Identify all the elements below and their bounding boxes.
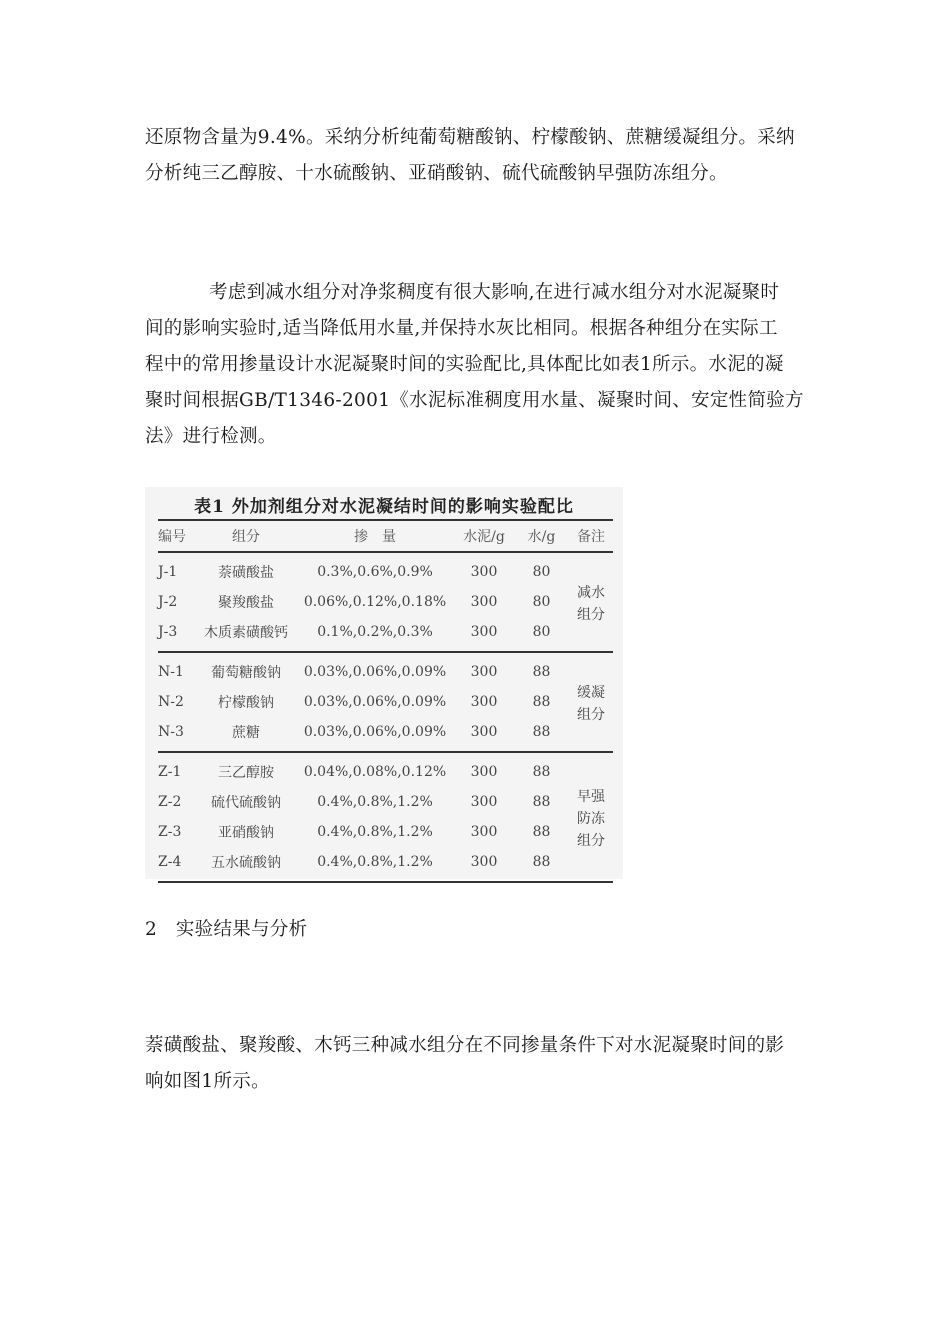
cell-cement: 300 [470,664,498,680]
paragraph-line: 法》进行检测。 [145,426,277,447]
cell-water: 88 [532,794,551,810]
cell-component: 五水硫酸钠 [196,847,296,882]
note-line: 防冻 [577,811,605,827]
cell-id: N-3 [158,717,196,752]
cell-cement: 300 [470,564,498,580]
paragraph-line: 萘磺酸盐、聚羧酸、木钙三种减水组分在不同掺量条件下对水泥凝聚时间的影 [145,1035,785,1056]
note-line: 组分 [577,707,605,723]
cell-component: 木质素磺酸钙 [196,617,296,652]
paragraph-line: 程中的常用掺量设计水泥凝聚时间的实验配比,具体配比如表1所示。水泥的凝 [145,354,784,375]
note-line: 早强 [577,789,605,805]
cell-id: Z-1 [158,764,182,780]
cell-dosage: 0.04%,0.08%,0.12% [303,764,447,780]
cell-component: 葡萄糖酸钠 [211,665,281,681]
paragraph-line: 还原物含量为9.4%。采纳分析纯葡萄糖酸钠、柠檬酸钠、蔗糖缓凝组分。采纳 [145,127,795,148]
cell-id: Z-3 [158,824,182,840]
cell-water: 80 [532,594,551,610]
cell-id: J-1 [158,564,178,580]
table-row [158,787,613,817]
table-row [158,687,613,717]
cell-dosage: 0.03%,0.06%,0.09% [303,694,447,710]
cell-id: J-2 [158,594,178,610]
cell-id: Z-4 [158,847,196,882]
cell-water: 88 [514,717,569,752]
table-title: 表1 外加剂组分对水泥凝结时间的影响实验配比 [194,497,574,517]
cell-cement: 300 [470,794,498,810]
cell-water: 80 [532,564,551,580]
cell-id: N-1 [158,664,184,680]
paragraph-line: 响如图1所示。 [145,1071,270,1092]
note-line: 缓凝 [577,685,605,701]
cell-water: 80 [514,617,569,652]
paragraph-line: 考虑到减水组分对净浆稠度有很大影响,在进行减水组分对水泥凝聚时 [209,282,780,303]
header-cement: 水泥/g [454,520,514,552]
cell-cement: 300 [454,847,514,882]
cell-dosage: 0.4%,0.8%,1.2% [317,794,433,810]
header-id: 编号 [158,520,196,552]
table-row [158,817,613,847]
table-figure [145,487,623,879]
table-row [158,752,613,787]
table-header-row [158,520,613,552]
table-row [158,587,613,617]
cell-dosage: 0.03%,0.06%,0.09% [296,717,454,752]
cell-component: 三乙醇胺 [218,765,274,781]
section-heading [145,912,807,948]
mix-proportion-table [158,519,613,883]
cell-dosage: 0.4%,0.8%,1.2% [296,847,454,882]
header-component: 组分 [196,520,296,552]
cell-group-note [569,552,613,652]
table-row [158,552,613,587]
cell-component: 亚硝酸钠 [218,825,274,841]
table-row [158,847,613,882]
cell-component: 萘磺酸盐 [218,565,274,581]
header-water: 水/g [514,520,569,552]
cell-water: 88 [532,824,551,840]
cell-water: 88 [532,764,551,780]
paragraph-results [145,1028,807,1100]
cell-component: 柠檬酸钠 [218,695,274,711]
cell-id: Z-2 [158,794,182,810]
cell-dosage: 0.06%,0.12%,0.18% [303,594,447,610]
cell-cement: 300 [470,694,498,710]
cell-dosage: 0.4%,0.8%,1.2% [317,824,433,840]
paragraph-intro-materials [145,120,807,192]
cell-component: 蔗糖 [196,717,296,752]
paragraph-method [145,275,807,455]
table-row [158,717,613,752]
cell-dosage: 0.1%,0.2%,0.3% [296,617,454,652]
cell-cement: 300 [470,594,498,610]
cell-cement: 300 [470,764,498,780]
header-note: 备注 [569,520,613,552]
section-heading-text: 2 实验结果与分析 [145,919,308,940]
note-line: 减水 [577,585,605,601]
table-row [158,652,613,687]
cell-component: 聚羧酸盐 [218,595,274,611]
header-dosage: 掺 量 [296,520,454,552]
note-line: 组分 [577,607,605,623]
cell-water: 88 [532,694,551,710]
cell-dosage: 0.03%,0.06%,0.09% [303,664,447,680]
cell-id: N-2 [158,694,184,710]
cell-component: 硫代硫酸钠 [211,795,281,811]
paragraph-line: 分析纯三乙醇胺、十水硫酸钠、亚硝酸钠、硫代硫酸钠早强防冻组分。 [145,163,728,184]
cell-cement: 300 [454,617,514,652]
cell-cement: 300 [454,717,514,752]
cell-water: 88 [532,664,551,680]
cell-cement: 300 [470,824,498,840]
cell-group-note [569,752,613,882]
note-line: 组分 [577,833,605,849]
cell-id: J-3 [158,617,196,652]
cell-group-note [569,652,613,752]
cell-dosage: 0.3%,0.6%,0.9% [317,564,433,580]
paragraph-line: 聚时间根据GB/T1346-2001《水泥标准稠度用水量、凝聚时间、安定性简验方 [145,390,804,411]
table-row [158,617,613,652]
cell-water: 88 [514,847,569,882]
paragraph-line: 间的影响实验时,适当降低用水量,并保持水灰比相同。根据各种组分在实际工 [145,318,778,339]
